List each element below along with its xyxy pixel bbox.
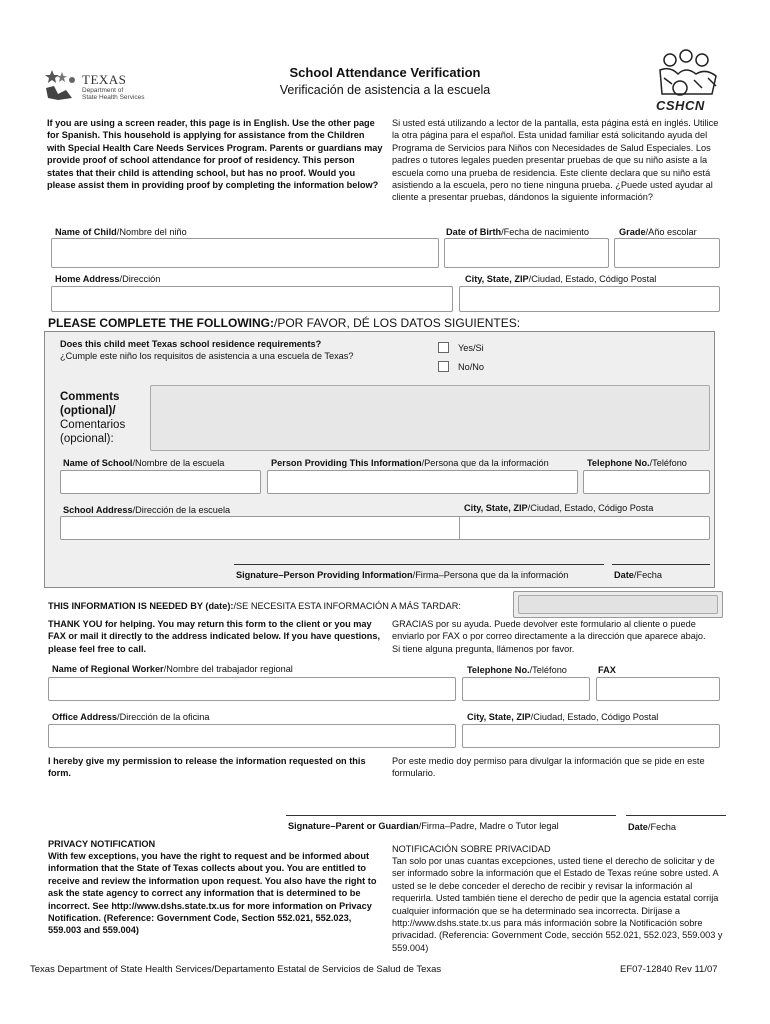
footer-form-number: EF07-12840 Rev 11/07 <box>620 964 718 975</box>
page-subtitle: Verificación de asistencia a la escuela <box>279 83 491 97</box>
needed-by-label: THIS INFORMATION IS NEEDED BY (date):/SE NECESITA ESTA INFORMACIÓN A MÁS TARDAR: <box>48 601 461 611</box>
dob-label: Date of Birth/Fecha de nacimiento <box>446 227 589 237</box>
comments-label-optional: (optional)/ <box>60 405 116 417</box>
privacy-english: With few exceptions, you have the right to request and be informed about information that the State of Texas collects about you. You are entitled to receive and review the information upon request. You also have the right to ask the state agency to correct any information that is determined to be incorrect. See http://www.dshs.state.tx.us for more information on Privacy Notification. (Reference: Government Code, Section 552.021, 552.023, 559.003 and 559.004) <box>48 851 377 936</box>
worker-telephone-field[interactable] <box>462 677 590 701</box>
thanks-spanish: GRACIAS por su ayuda. Puede devolver este formulario al cliente o puede enviarlo por FAX o por correo directamente a la dirección que aparece abajo. Si tiene alguna pregunta, llámenos por favor. <box>392 619 706 654</box>
privacy-title-es: NOTIFICACIÓN SOBRE PRIVACIDAD <box>392 844 551 854</box>
comments-field[interactable] <box>150 385 710 451</box>
signature-line <box>234 564 604 565</box>
logo-texas: TEXAS <box>82 72 127 87</box>
school-city-label: City, State, ZIP/Ciudad, Estado, Código Posta <box>464 503 654 513</box>
parent-signature-label: Signature–Parent or Guardian/Firma–Padre, Madre o Tutor legal <box>288 821 559 831</box>
date-line <box>612 564 710 565</box>
comments-label-en: Comments <box>60 391 120 403</box>
child-name-field[interactable] <box>51 238 439 268</box>
person-providing-field[interactable] <box>267 470 578 494</box>
no-label: No/No <box>458 362 485 372</box>
signature-label: Signature–Person Providing Information/Firma–Persona que da la información <box>236 570 569 580</box>
permission-english: I hereby give my permission to release the information requested on this form. <box>48 756 366 779</box>
page-title: School Attendance Verification <box>289 65 481 80</box>
home-address-field[interactable] <box>51 286 453 312</box>
residence-question-en: Does this child meet Texas school residence requirements? <box>60 339 322 349</box>
grade-field[interactable] <box>614 238 720 268</box>
privacy-spanish: Tan solo por unas cuantas excepciones, usted tiene el derecho de solicitar y de ser informado sobre la información que el Estado de Texas reúne sobre usted. A usted se le debe conceder el derecho de recibir y revisar la información al requerirla. Usted también tiene el derecho de pedir que la agencia estatal corrija cualquier información que se ha determinado sea incorrecta. Diríjase a http://www.dshs.state.tx.us para más información sobre la Notificación sobre privacidad. (Referencia: Government Code, sección 552.021, 552.023, 559.003 y 559.004) <box>392 856 723 953</box>
school-name-label: Name of School/Nombre de la escuela <box>63 458 225 468</box>
worker-telephone-label: Telephone No./Teléfono <box>467 665 567 675</box>
fax-label: FAX <box>598 665 616 675</box>
footer-agency: Texas Department of State Health Services/Departamento Estatal de Servicios de Salud de Texas <box>30 964 442 975</box>
needed-by-date-inner <box>518 595 718 614</box>
child-name-label: Name of Child/Nombre del niño <box>55 227 187 237</box>
regional-worker-label: Name of Regional Worker/Nombre del trabajador regional <box>52 664 293 674</box>
cshcn-logo <box>650 48 730 118</box>
parent-date-line <box>626 815 726 816</box>
comments-label <box>60 390 125 446</box>
school-name-field[interactable] <box>60 470 261 494</box>
permission-spanish: Por este medio doy permiso para divulgar la información que se pide en este formulario. <box>392 756 705 779</box>
thanks-english: THANK YOU for helping. You may return this form to the client or you may FAX or mail it directly to the address indicated below. If you have questions, please feel free to call. <box>48 619 381 654</box>
grade-label: Grade/Año escolar <box>619 227 697 237</box>
privacy-title-en: PRIVACY NOTIFICATION <box>48 839 156 849</box>
home-address-label: Home Address/Dirección <box>55 274 161 284</box>
cshcn-text: CSHCN <box>656 98 705 113</box>
school-address-field[interactable] <box>60 516 710 540</box>
children-group-icon <box>650 48 730 100</box>
telephone-label: Telephone No./Teléfono <box>587 458 687 468</box>
yes-checkbox[interactable] <box>438 342 449 353</box>
intro-english: If you are using a screen reader, this page is in English. Use the other page for Spanish. This household is applying for assistance from the Children with Special Health Care Needs Services Program. Parents or guardians may provide proof of school attendance for proof of residency. This person states that their child is attending school, but has no proof. Would you please assist them in providing proof by completing the information below? <box>47 118 383 191</box>
home-city-field[interactable] <box>459 286 720 312</box>
parent-date-label: Date/Fecha <box>628 822 677 832</box>
fax-field[interactable] <box>596 677 720 701</box>
logo-dept: Department of <box>82 87 124 94</box>
comments-label-es: Comentarios <box>60 419 126 431</box>
comments-label-opcional: (opcional): <box>60 433 114 445</box>
intro-spanish: Si usted está utilizando a lector de la pantalla, esta página está en inglés. Utilice la otra página para el español. Esta unidad familiar está solicitando ayuda del Programa de Servicios para Niños con Necesidades de Salud Especiales. Los padres o tutores legales pueden presentar pruebas de que su niño asiste a la escuela como una prueba de residencia. Este cliente declara que su niño está asistiendo a la escuela, pero no tiene ninguna prueba. ¿Puede usted ayudar al cliente a presentar pruebas, dándonos la siguiente información? <box>392 118 719 203</box>
school-address-label: School Address/Dirección de la escuela <box>63 505 231 515</box>
telephone-field[interactable] <box>583 470 710 494</box>
office-address-field[interactable] <box>48 724 456 748</box>
section-heading: PLEASE COMPLETE THE FOLLOWING:/POR FAVOR, DÉ LOS DATOS SIGUIENTES: <box>48 316 521 330</box>
no-checkbox[interactable] <box>438 361 449 372</box>
office-city-field[interactable] <box>462 724 720 748</box>
date-label: Date/Fecha <box>614 570 663 580</box>
logo-agency: State Health Services <box>82 94 145 101</box>
parent-signature-line <box>286 815 616 816</box>
person-providing-label: Person Providing This Information/Persona que da la información <box>271 458 549 468</box>
regional-worker-field[interactable] <box>48 677 456 701</box>
dob-field[interactable] <box>444 238 609 268</box>
home-city-label: City, State, ZIP/Ciudad, Estado, Código Postal <box>465 274 657 284</box>
office-city-label: City, State, ZIP/Ciudad, Estado, Código Postal <box>467 712 659 722</box>
residence-question-es: ¿Cumple este niño los requisitos de asistencia a una escuela de Texas? <box>60 351 354 361</box>
office-address-label: Office Address/Dirección de la oficina <box>52 712 210 722</box>
school-address-divider <box>459 516 460 540</box>
yes-label: Yes/Si <box>458 343 484 353</box>
